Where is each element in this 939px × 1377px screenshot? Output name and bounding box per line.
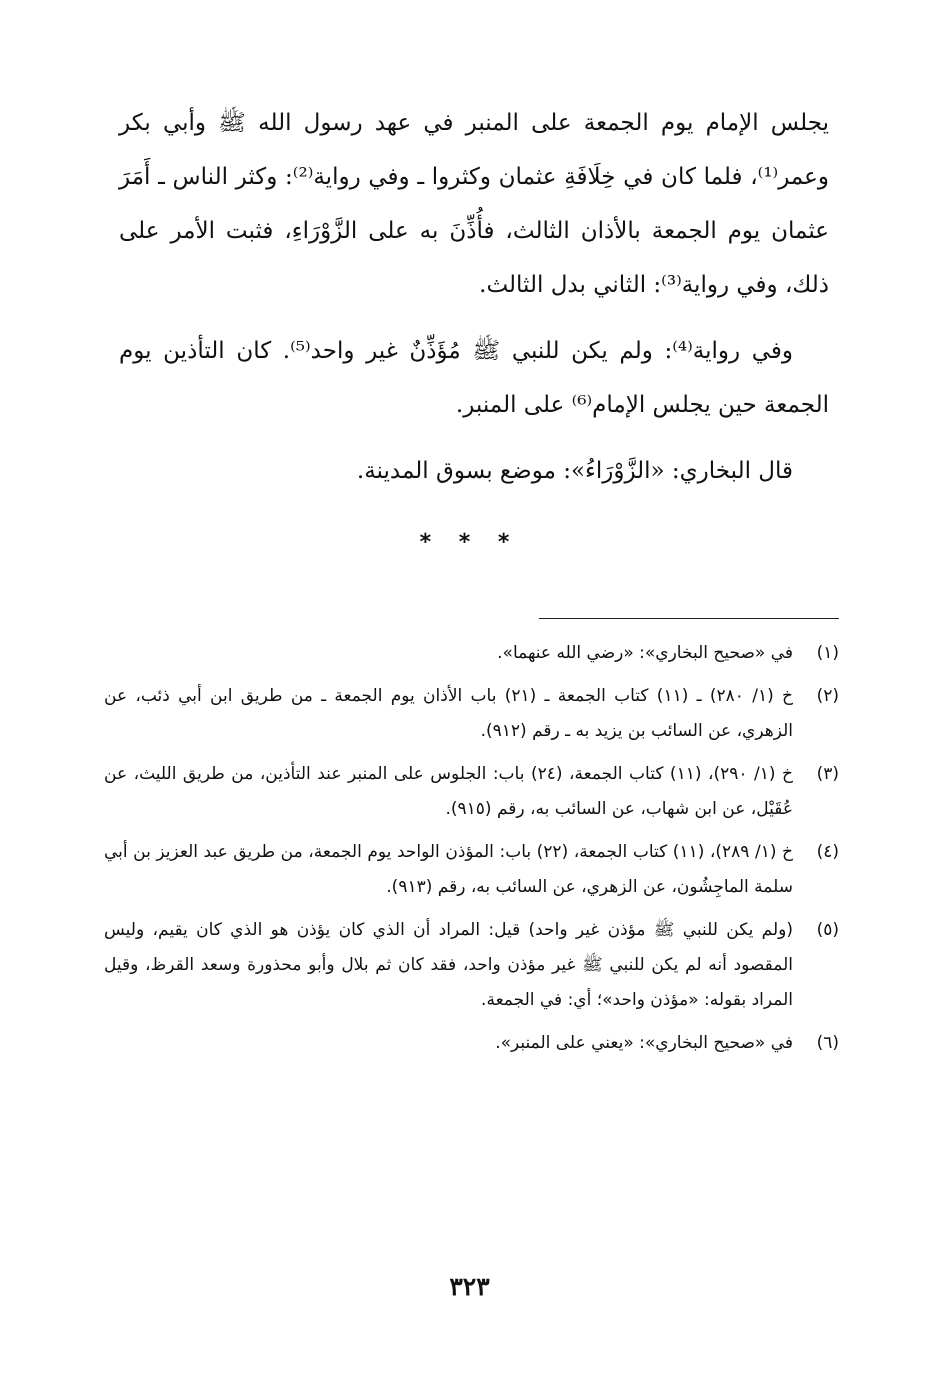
footnote-number: (٥) [816, 920, 839, 940]
footnote-text: خ (١/ ٢٨٩)، (١١) كتاب الجمعة، (٢٢) باب: المؤذن الواحد يوم الجمعة، من طريق عبد العزيز بن أبي سلمة الماجِشُون، عن الزهري، عن السائب به، رقم (٩١٣). [104, 842, 794, 897]
footnote-text: (ولم يكن للنبي ﷺ مؤذن غير واحد) قيل: المراد أن الذي كان يؤذن هو الذي كان يقيم، وليس المقصود أنه لم يكن للنبي ﷺ غير مؤذن واحد، فقد كان ثم بلال وأبو محذورة وسعد القرظ، وقيل المراد بقوله: «مؤذن واحد»؛ أي: في الجمعة. [104, 920, 793, 1010]
page-number: ٣٢٣ [449, 1272, 490, 1301]
footnote-text: خ (١/ ٢٩٠)، (١١) كتاب الجمعة، (٢٤) باب: الجلوس على المنبر عند التأذين، من طريق الليث، عن عُقَيْل، عن ابن شهاب، عن السائب به، رقم (٩١٥). [104, 764, 794, 819]
footnote-number: (٦) [816, 1033, 839, 1053]
footnote-2 [104, 679, 839, 749]
footnote-rule [539, 618, 839, 619]
footnote-number: (١) [816, 643, 839, 663]
footnote-4 [104, 835, 839, 905]
section-separator: * * * [419, 530, 520, 555]
footnote-text: في «صحيح البخاري»: «رضي الله عنهما». [497, 643, 793, 663]
footnote-number: (٤) [816, 842, 839, 862]
footnote-text: خ (١/ ٢٨٠) ـ (١١) كتاب الجمعة ـ (٢١) باب الأذان يوم الجمعة ـ من طريق ابن أبي ذئب، عن الزهري، عن السائب بن يزيد به ـ رقم (٩١٢). [104, 686, 793, 741]
footnote-1 [104, 636, 839, 671]
footnote-number: (٢) [816, 686, 839, 706]
footnote-6 [104, 1026, 839, 1061]
footnotes [104, 636, 839, 1069]
main-paragraph-3: قال البخاري: «الزَّوْرَاءُ»: موضع بسوق المدينة. [356, 458, 793, 484]
footnote-number: (٣) [816, 764, 839, 784]
main-text [119, 96, 829, 498]
footnote-3 [104, 757, 839, 827]
footnote-text: في «صحيح البخاري»: «يعني على المنبر». [495, 1033, 793, 1053]
main-paragraph-1: يجلس الإمام يوم الجمعة على المنبر في عهد رسول الله ﷺ وأبي بكر وعمر⁽¹⁾، فلما كان في خِلَافَةِ عثمان وكثروا ـ وفي رواية⁽²⁾: وكثر الناس ـ أَمَرَ عثمان يوم الجمعة بالأذان الثالث، فأُذِّنَ به على الزَّوْرَاءِ، فثبت الأمر على ذلك، وفي رواية⁽³⁾: الثاني بدل الثالث. [119, 110, 830, 298]
footnote-5 [104, 913, 839, 1018]
main-paragraph-2: وفي رواية⁽⁴⁾: ولم يكن للنبي ﷺ مُؤَذِّنٌ غير واحد⁽⁵⁾. كان التأذين يوم الجمعة حين يجلس الإمام⁽⁶⁾ على المنبر. [119, 338, 829, 418]
